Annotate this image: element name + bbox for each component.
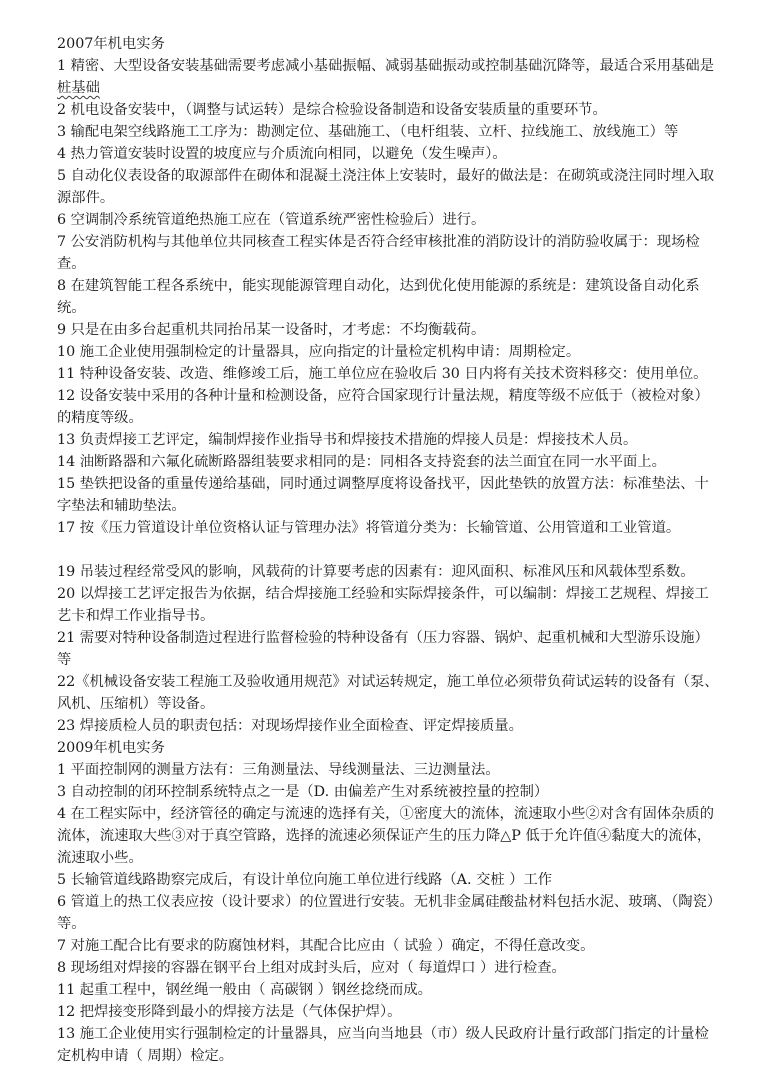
question-item: 9 只是在由多台起重机共同抬吊某一设备时，才考虑：不均衡载荷。 (57, 322, 486, 338)
question-item: 5 长输管道线路勘察完成后，有设计单位向施工单位进行线路（A. 交桩 ）工作 (57, 872, 553, 888)
question-item: 5 自动化仪表设备的取源部件在砌体和混凝土浇注体上安装时，最好的做法是：在砌筑或浇注同时埋入取源部件。 (57, 168, 714, 206)
question-item: 22《机械设备安装工程施工及验收通用规范》对试运转规定，施工单位必须带负荷试运转的设备有（泵、风机、压缩机）等设备。 (57, 674, 719, 712)
question-item: 13 施工企业使用实行强制检定的计量器具，应当向当地县（市）级人民政府计量行政部门指定的计量检定机构申请（ 周期）检定。 (57, 1026, 709, 1064)
blank-line (57, 539, 719, 561)
question-item: 12 把焊接变形降到最小的焊接方法是（气体保护焊）。 (57, 1004, 402, 1020)
question-item: 15 垫铁把设备的重量传递给基础，同时通过调整厚度将设备找平，因此垫铁的放置方法：标准垫法、十字垫法和辅助垫法。 (57, 476, 709, 514)
question-item: 23 焊接质检人员的职责包括：对现场焊接作业全面检查、评定焊接质量。 (57, 718, 523, 734)
question-item: 6 管道上的热工仪表应按（设计要求）的位置进行安装。无机非金属硅酸盐材料包括水泥、玻璃、（陶瓷）等。 (57, 894, 714, 932)
question-item: 11 起重工程中，钢丝绳一般由（ 高碳钢 ）钢丝捻绕而成。 (57, 982, 432, 998)
section-heading-2009: 2009年机电实务 (57, 740, 165, 756)
question-item: 19 吊装过程经常受风的影响，风载荷的计算要考虑的因素有：迎风面积、标准风压和风载体型系数。 (57, 564, 695, 580)
question-item: 13 负责焊接工艺评定，编制焊接作业指导书和焊接技术措施的焊接人员是：焊接技术人员。 (57, 432, 638, 448)
question-item: 7 对施工配合比有要求的防腐蚀材料，其配合比应由（ 试验 ）确定，不得任意改变。 (57, 938, 595, 954)
question-item: 17 按《压力管道设计单位资格认证与管理办法》将管道分类为：长输管道、公用管道和工业管道。 (57, 520, 681, 536)
question-item: 3 自动控制的闭环控制系统特点之一是（D. 由偏差产生对系统被控量的控制） (57, 784, 549, 800)
section-heading-2007: 2007年机电实务 (57, 36, 165, 52)
question-item: 2 机电设备安装中，（调整与试运转）是综合检验设备制造和设备安装质量的重要环节。 (57, 102, 607, 118)
question-item (57, 55, 719, 99)
document-page (57, 33, 719, 1067)
question-item: 21 需要对特种设备制造过程进行监督检验的特种设备有（压力容器、锅炉、起重机械和大型游乐设施）等 (57, 630, 709, 668)
question-item: 12 设备安装中采用的各种计量和检测设备，应符合国家现行计量法规，精度等级不应低于（被检对象）的精度等级。 (57, 388, 709, 426)
question-item: 6 空调制冷系统管道绝热施工应在（管道系统严密性检验后）进行。 (57, 212, 486, 228)
question-item: 4 在工程实际中，经济管径的确定与流速的选择有关，①密度大的流体，流速取小些②对含有固体杂质的流体，流速取大些③对于真空管路，选择的流速必须保证产生的压力降△P 低于允许值④黏度大的流体，流速取小些。 (57, 806, 714, 866)
question-item: 1 平面控制网的测量方法有：三角测量法、导线测量法、三边测量法。 (57, 762, 500, 778)
question-item: 20 以焊接工艺评定报告为依据，结合焊接施工经验和实际焊接条件，可以编制：焊接工艺规程、焊接工艺卡和焊工作业指导书。 (57, 586, 709, 624)
question-item: 10 施工企业使用强制检定的计量器具，应向指定的计量检定机构申请：周期检定。 (57, 344, 581, 360)
spellcheck-marked-answer: 桩基础 (57, 80, 100, 96)
question-item: 14 油断路器和六氟化硫断路器组装要求相同的是：同相各支持瓷套的法兰面宜在同一水平面上。 (57, 454, 666, 470)
question-item: 7 公安消防机构与其他单位共同核查工程实体是否符合经审核批准的消防设计的消防验收属于：现场检查。 (57, 234, 700, 272)
question-item: 4 热力管道安装时设置的坡度应与介质流向相同，以避免（发生噪声）。 (57, 146, 507, 162)
question-item: 11 特种设备安装、改造、维修竣工后，施工单位应在验收后 30 日内将有关技术资料移交：使用单位。 (57, 366, 708, 382)
question-text: 1 精密、大型设备安装基础需要考虑减小基础振幅、减弱基础振动或控制基础沉降等，最适合采用基础是 (57, 58, 714, 74)
question-item: 8 现场组对焊接的容器在钢平台上组对成封头后，应对（ 每道焊口 ）进行检查。 (57, 960, 566, 976)
question-item: 8 在建筑智能工程各系统中，能实现能源管理自动化，达到优化使用能源的系统是：建筑设备自动化系统。 (57, 278, 700, 316)
question-item: 3 输配电架空线路施工工序为：勘测定位、基础施工、（电杆组装、立杆、拉线施工、放线施工）等 (57, 124, 679, 140)
